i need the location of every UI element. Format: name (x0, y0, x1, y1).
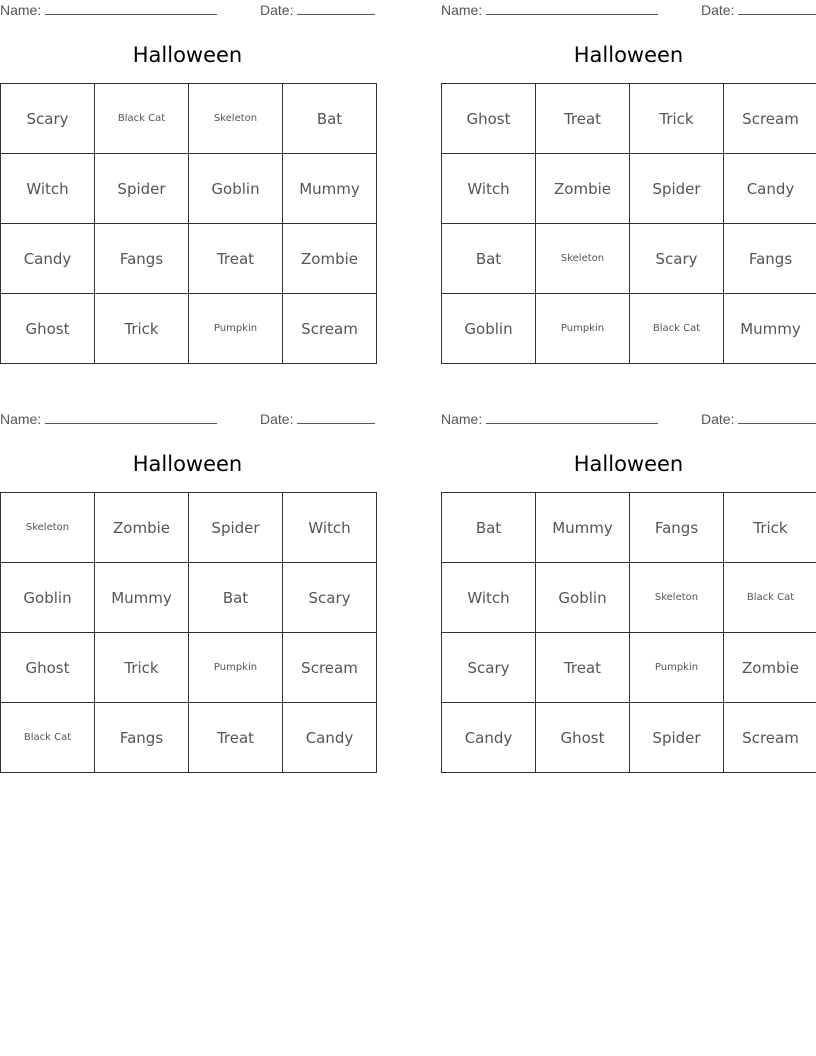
bingo-grid (0, 492, 377, 773)
grid-cell: Pumpkin (536, 294, 630, 364)
grid-cell: Pumpkin (189, 294, 283, 364)
grid-row (442, 224, 816, 294)
date-blank-line (297, 2, 375, 15)
grid-cell: Bat (189, 563, 283, 633)
grid-cell: Fangs (95, 703, 189, 773)
grid-cell: Witch (442, 154, 536, 224)
grid-cell: Scary (442, 633, 536, 703)
bingo-grid (441, 83, 816, 364)
grid-row (442, 493, 816, 563)
bingo-grid (441, 492, 816, 773)
grid-cell: Zombie (95, 493, 189, 563)
card-title: Halloween (132, 43, 243, 67)
grid-cell: Ghost (1, 294, 95, 364)
grid-cell: Mummy (536, 493, 630, 563)
date-blank-line (738, 2, 816, 15)
grid-cell: Treat (536, 633, 630, 703)
grid-cell: Treat (189, 224, 283, 294)
date-field[interactable] (260, 411, 375, 427)
grid-cell: Mummy (283, 154, 377, 224)
bingo-card-4 (441, 409, 816, 774)
grid-row (1, 224, 377, 294)
date-label: Date: (260, 2, 294, 18)
grid-cell: Witch (283, 493, 377, 563)
grid-cell: Skeleton (1, 493, 95, 563)
card-header (441, 409, 816, 431)
grid-cell: Black Cat (724, 563, 816, 633)
name-label: Name: (441, 411, 483, 427)
grid-cell: Zombie (536, 154, 630, 224)
grid-cell: Pumpkin (189, 633, 283, 703)
date-label: Date: (260, 411, 294, 427)
grid-cell: Ghost (442, 84, 536, 154)
grid-cell: Treat (189, 703, 283, 773)
date-field[interactable] (260, 2, 375, 18)
grid-row (442, 84, 816, 154)
grid-row (1, 154, 377, 224)
grid-cell: Spider (630, 703, 724, 773)
name-field[interactable] (0, 2, 217, 18)
card-header (441, 0, 816, 22)
card-title: Halloween (573, 452, 684, 476)
bingo-card-3 (0, 409, 375, 774)
name-label: Name: (0, 2, 42, 18)
grid-cell: Pumpkin (630, 633, 724, 703)
grid-cell: Spider (630, 154, 724, 224)
grid-cell: Black Cat (1, 703, 95, 773)
grid-cell: Bat (442, 493, 536, 563)
name-blank-line (45, 2, 217, 15)
grid-cell: Goblin (442, 294, 536, 364)
grid-cell: Bat (283, 84, 377, 154)
card-header (0, 409, 375, 431)
grid-row (1, 493, 377, 563)
name-field[interactable] (0, 411, 217, 427)
date-field[interactable] (701, 2, 816, 18)
grid-cell: Goblin (536, 563, 630, 633)
name-blank-line (486, 2, 658, 15)
grid-cell: Black Cat (95, 84, 189, 154)
grid-cell: Trick (95, 633, 189, 703)
grid-cell: Trick (630, 84, 724, 154)
date-label: Date: (701, 411, 735, 427)
grid-cell: Zombie (724, 633, 816, 703)
date-field[interactable] (701, 411, 816, 427)
grid-cell: Spider (95, 154, 189, 224)
grid-cell: Candy (724, 154, 816, 224)
grid-cell: Zombie (283, 224, 377, 294)
grid-cell: Scream (724, 703, 816, 773)
grid-cell: Trick (724, 493, 816, 563)
grid-cell: Black Cat (630, 294, 724, 364)
grid-cell: Scary (630, 224, 724, 294)
grid-row (442, 563, 816, 633)
grid-cell: Fangs (630, 493, 724, 563)
grid-cell: Scream (283, 633, 377, 703)
grid-cell: Skeleton (536, 224, 630, 294)
date-blank-line (738, 411, 816, 424)
name-field[interactable] (441, 2, 658, 18)
name-blank-line (486, 411, 658, 424)
name-field[interactable] (441, 411, 658, 427)
date-label: Date: (701, 2, 735, 18)
card-title: Halloween (132, 452, 243, 476)
grid-cell: Fangs (95, 224, 189, 294)
grid-cell: Witch (1, 154, 95, 224)
grid-row (1, 563, 377, 633)
card-header (0, 0, 375, 22)
grid-cell: Treat (536, 84, 630, 154)
grid-row (1, 84, 377, 154)
grid-cell: Goblin (1, 563, 95, 633)
date-blank-line (297, 411, 375, 424)
grid-cell: Trick (95, 294, 189, 364)
bingo-grid (0, 83, 377, 364)
grid-cell: Goblin (189, 154, 283, 224)
grid-cell: Candy (442, 703, 536, 773)
grid-row (1, 703, 377, 773)
grid-cell: Scary (1, 84, 95, 154)
grid-cell: Mummy (724, 294, 816, 364)
grid-cell: Ghost (536, 703, 630, 773)
grid-cell: Candy (1, 224, 95, 294)
grid-row (1, 294, 377, 364)
grid-row (442, 294, 816, 364)
grid-cell: Scream (724, 84, 816, 154)
bingo-card-1 (0, 0, 375, 365)
name-label: Name: (0, 411, 42, 427)
grid-cell: Fangs (724, 224, 816, 294)
grid-cell: Candy (283, 703, 377, 773)
grid-row (442, 703, 816, 773)
card-title: Halloween (573, 43, 684, 67)
grid-cell: Scary (283, 563, 377, 633)
grid-cell: Skeleton (630, 563, 724, 633)
grid-cell: Spider (189, 493, 283, 563)
bingo-card-2 (441, 0, 816, 365)
grid-cell: Ghost (1, 633, 95, 703)
name-blank-line (45, 411, 217, 424)
grid-cell: Mummy (95, 563, 189, 633)
grid-row (442, 154, 816, 224)
grid-cell: Witch (442, 563, 536, 633)
grid-row (1, 633, 377, 703)
name-label: Name: (441, 2, 483, 18)
grid-cell: Skeleton (189, 84, 283, 154)
grid-cell: Bat (442, 224, 536, 294)
grid-cell: Scream (283, 294, 377, 364)
grid-row (442, 633, 816, 703)
